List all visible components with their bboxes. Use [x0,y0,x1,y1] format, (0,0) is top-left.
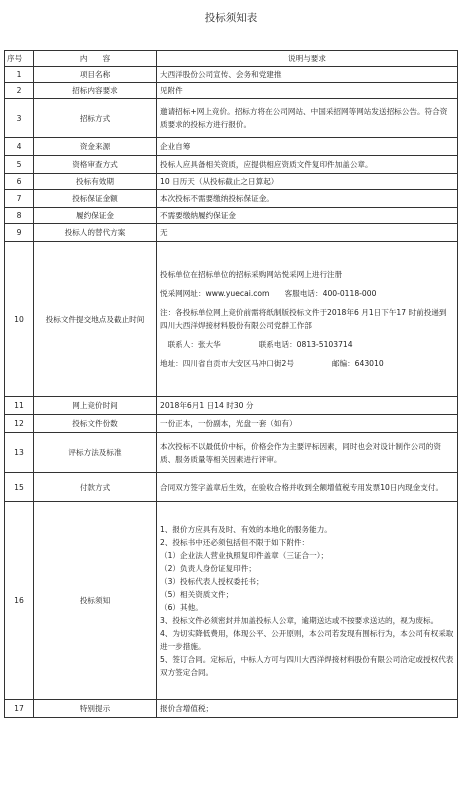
table-row [5,224,458,242]
row-item: 投标文件提交地点及截止时间 [34,242,157,397]
row-number: 16 [5,502,34,700]
description-line: （2）负责人身份证复印件； [160,563,256,573]
table-row [5,700,458,718]
description-line: 4、为切实降低费用，体现公平、公开原则，本公司若发现有围标行为，本公司有权采取进一步措施。 [160,628,454,651]
row-description [157,397,458,415]
row-number: 4 [5,138,34,156]
row-item: 履约保证金 [34,208,157,224]
description-line: 报价含增值税； [160,704,214,713]
page-title: 投标须知表 [204,12,258,24]
table-row [5,242,458,397]
row-number: 9 [5,224,34,242]
row-description [157,156,458,174]
row-description [157,174,458,190]
table-row [5,502,458,700]
row-number: 10 [5,242,34,397]
description-line: 悦采网网址：www.yuecai.com 客服电话：400-0118-000 [160,289,377,298]
row-item: 特别提示 [34,700,157,718]
header-desc: 说明与要求 [157,51,458,67]
table-header-row [5,51,458,67]
description-line: 不需要缴纳履约保证金 [160,211,236,220]
row-item: 投标保证金额 [34,190,157,208]
row-number: 12 [5,415,34,433]
table-row [5,174,458,190]
row-description [157,190,458,208]
table-row [5,208,458,224]
row-item: 投标须知 [34,502,157,700]
row-description [157,242,458,397]
row-number: 13 [5,433,34,473]
table-row [5,397,458,415]
row-item: 评标方法及标准 [34,433,157,473]
row-item: 资金来源 [34,138,157,156]
row-description [157,700,458,718]
description-line: 大西洋股份公司宣传、会务和党建推 [160,70,282,79]
description-line: 合同双方签字盖章后生效，在验收合格并收到全额增值税专用发票10日内现金支付。 [160,482,444,492]
description-line: （5）相关资质文件； [160,589,234,599]
description-line: 本次投标不需要缴纳投标保证金。 [160,194,274,203]
row-item: 投标人的替代方案 [34,224,157,242]
description-line: 邀请招标+网上竞价。招标方将在公司网站、中国采招网等网站发送招标公告。符合资质要求的投标方进行报价。 [160,107,448,129]
row-description [157,415,458,433]
description-line: 投标单位在招标单位的招标采购网站悦采网上进行注册 [160,270,343,279]
table-row [5,473,458,502]
description-line: 1、报价方应具有及时、有效的本地化的服务能力。 [160,524,332,534]
row-description [157,502,458,700]
description-line: （6）其他。 [160,602,203,612]
row-number: 3 [5,99,34,138]
row-item: 招标方式 [34,99,157,138]
table-row [5,99,458,138]
row-description [157,83,458,99]
row-description [157,138,458,156]
row-description [157,473,458,502]
row-description [157,67,458,83]
row-number: 6 [5,174,34,190]
description-line: 地址：四川省自贡市大安区马冲口街2号 邮编：643010 [160,359,384,368]
description-line: 见附件 [160,86,183,95]
row-number: 15 [5,473,34,502]
row-description [157,224,458,242]
description-line: 5、签订合同。定标后，中标人方可与四川大西洋焊接材料股份有限公司洽定或授权代表双方签定合同。 [160,654,454,677]
row-item: 招标内容要求 [34,83,157,99]
description-line: 一份正本，一份副本，光盘一套（如有） [160,419,297,428]
row-number: 7 [5,190,34,208]
table-row [5,83,458,99]
row-number: 5 [5,156,34,174]
table-row [5,433,458,473]
description-line: 企业自筹 [160,142,191,151]
description-line: 10 日历天（从投标截止之日算起） [160,177,279,186]
row-item: 资格审查方式 [34,156,157,174]
bid-notice-table [4,50,458,718]
row-number: 1 [5,67,34,83]
row-item: 网上竞价时间 [34,397,157,415]
row-number: 8 [5,208,34,224]
row-item: 项目名称 [34,67,157,83]
description-line: 本次投标不以最低价中标，价格会作为主要评标因素，同时也会对设计制作公司的资质、服务质量等相关因素进行评审。 [160,441,441,464]
row-description [157,99,458,138]
row-number: 2 [5,83,34,99]
description-line: 联系人：张大华 联系电话：0813-5103714 [160,340,353,349]
row-item: 投标文件份数 [34,415,157,433]
description-line: （3）投标代表人授权委托书； [160,576,264,586]
row-number: 17 [5,700,34,718]
description-line: （1）企业法人营业执照复印件盖章（三证合一）； [160,550,329,560]
description-line: 投标人应具备相关资质，应提供相应资质文件复印件加盖公章。 [160,160,373,169]
description-line: 注：各投标单位网上竞价前需将纸制版投标文件于2018年6 月1日下午17 时前投递到四川大西洋焊接材料股份有限公司党群工作部 [160,308,447,330]
row-description [157,208,458,224]
description-line: 无 [160,228,168,237]
table-row [5,190,458,208]
row-item: 付款方式 [34,473,157,502]
description-line: 3、投标文件必须密封并加盖投标人公章，逾期送达或不按要求送达的，视为废标。 [160,615,439,625]
table-row [5,67,458,83]
description-line: 2、投标书中还必须包括但不限于如下附件： [160,537,310,547]
row-description [157,433,458,473]
description-line: 2018年6月1 日14 时30 分 [160,401,254,410]
table-row [5,138,458,156]
header-content: 内 容 [34,51,157,67]
header-seq: 序号 [5,51,34,67]
row-item: 投标有效期 [34,174,157,190]
table-row [5,156,458,174]
row-number: 11 [5,397,34,415]
table-row [5,415,458,433]
